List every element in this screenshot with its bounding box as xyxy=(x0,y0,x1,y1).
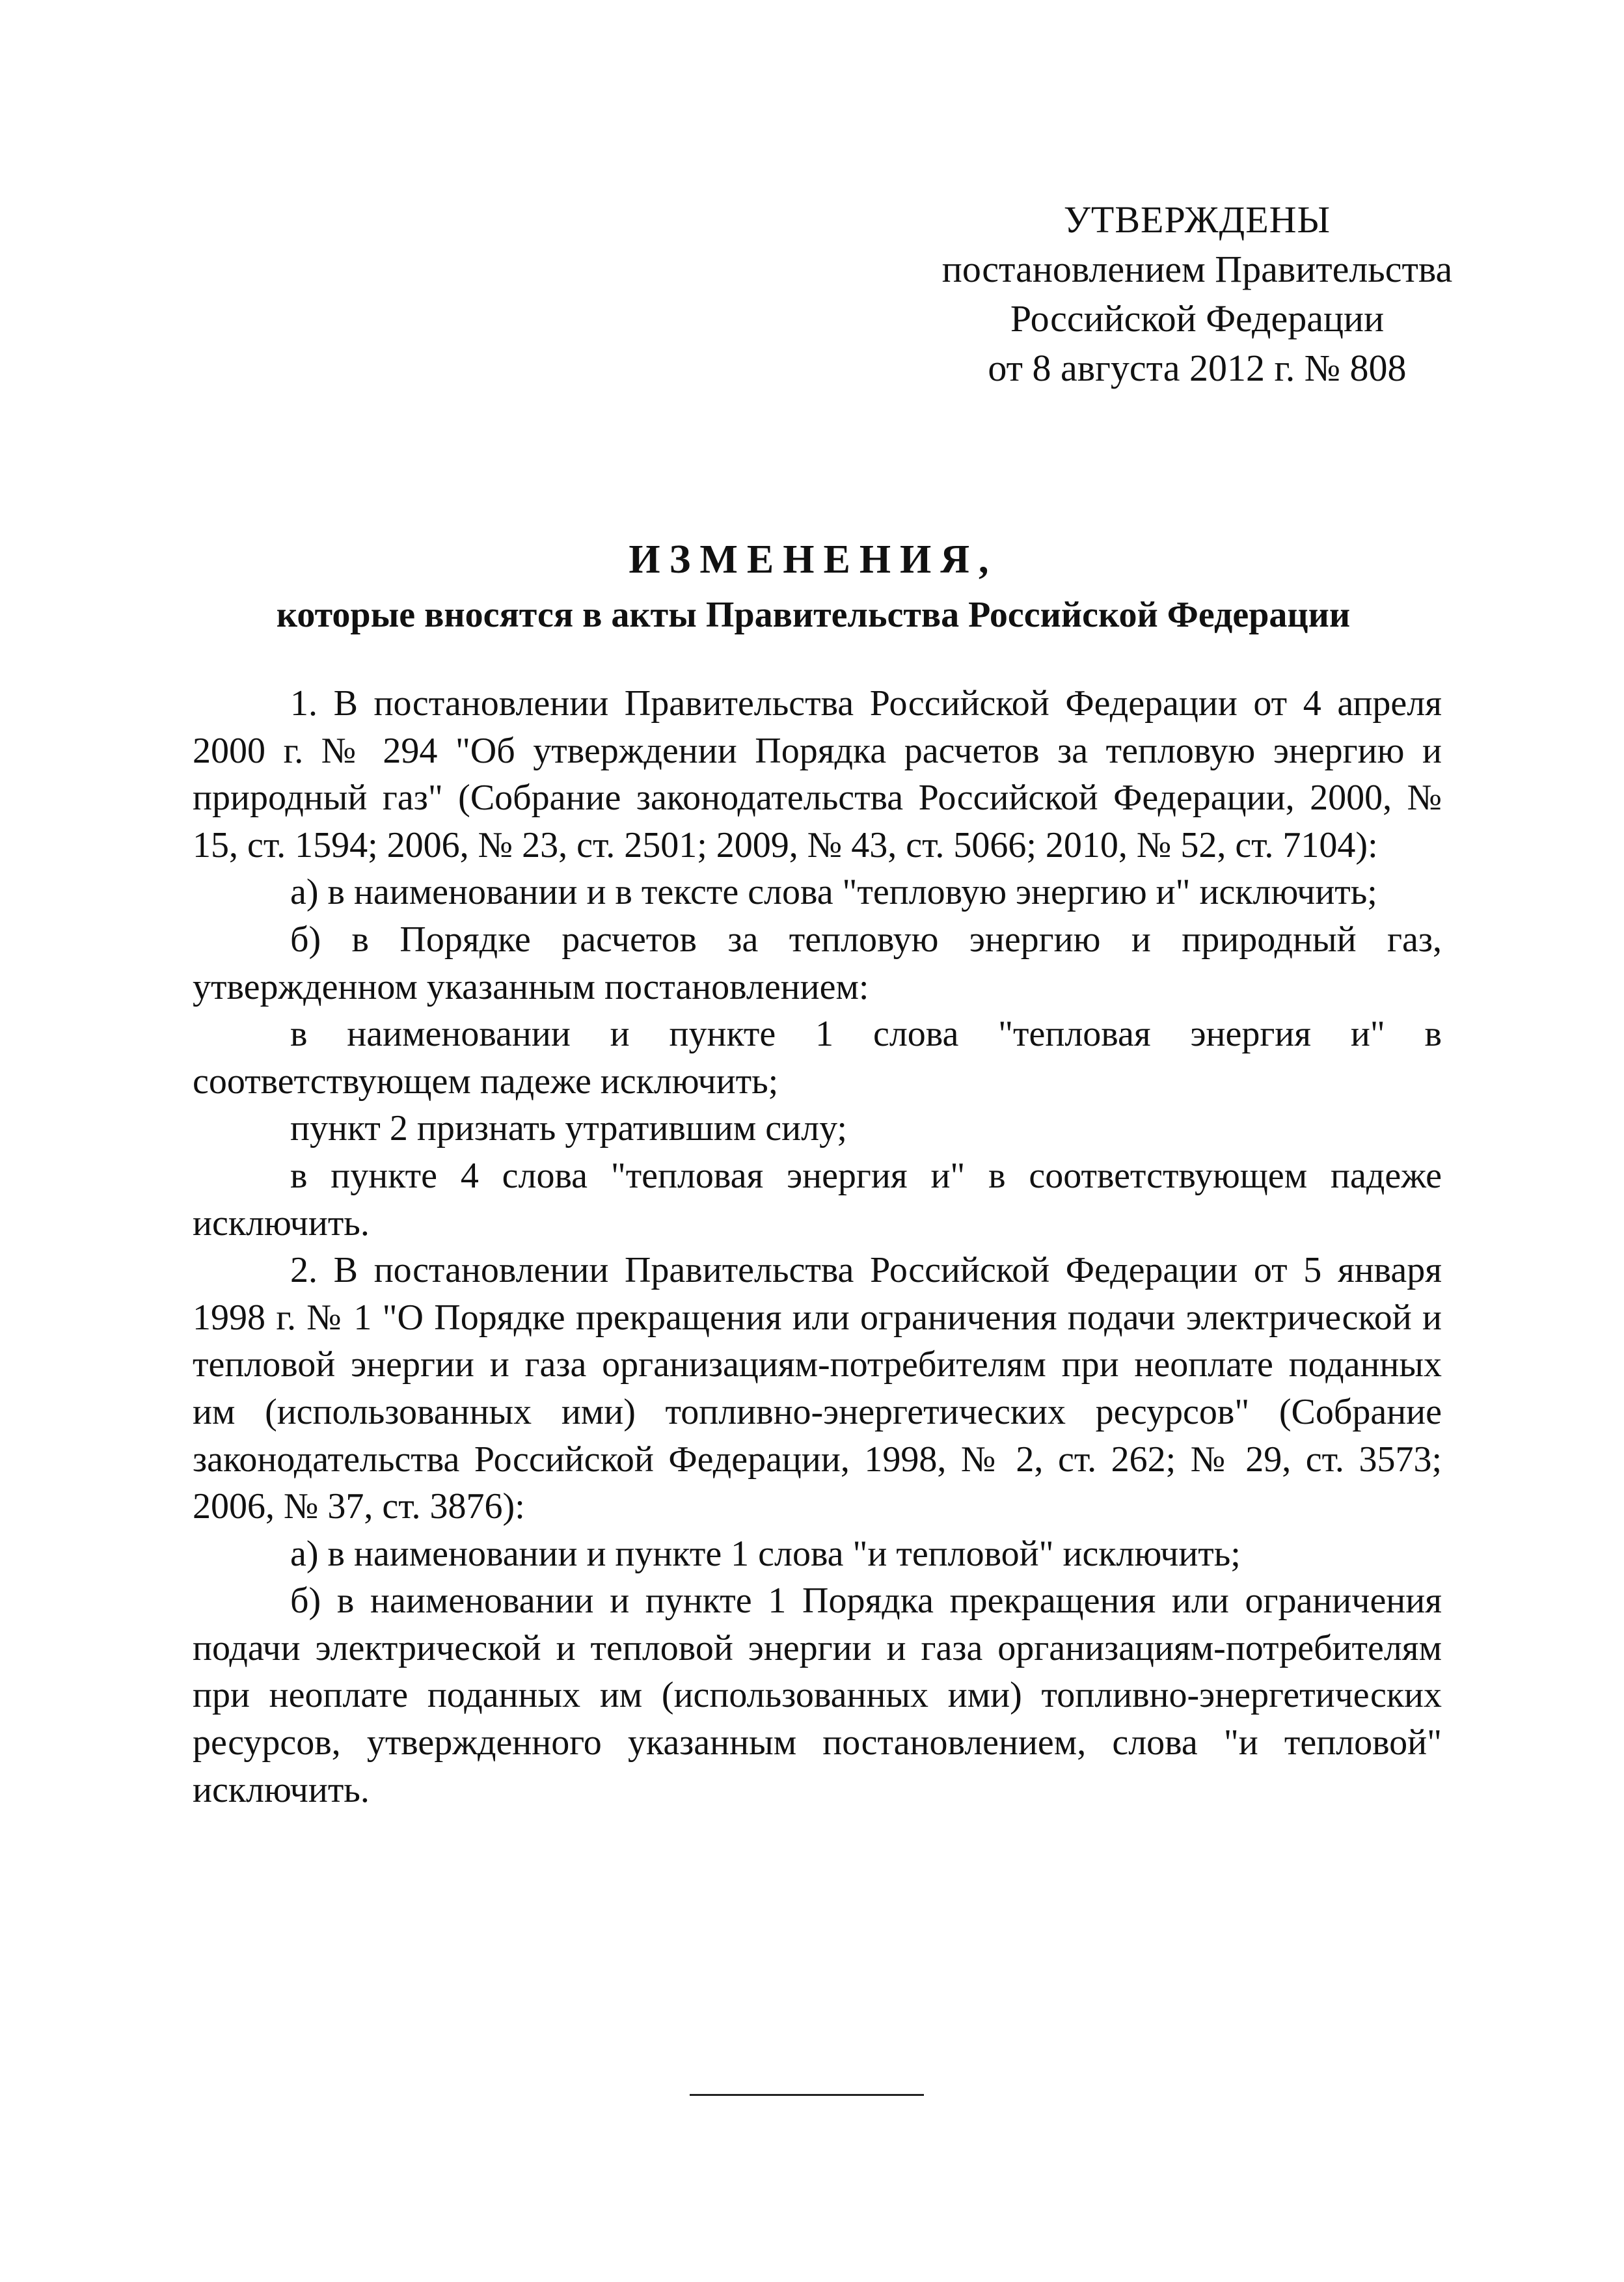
approval-line-2: Российской Федерации xyxy=(1010,297,1385,340)
paragraph-1b: б) в Порядке расчетов за тепловую энергию и природный газ, утвержденном указанным постановлением: xyxy=(193,919,1442,1007)
approval-line-3: от 8 августа 2012 г. № 808 xyxy=(988,347,1407,389)
paragraph-2a: а) в наименовании и пункте 1 слова "и тепловой" исключить; xyxy=(290,1533,1241,1574)
paragraph-2: 2. В постановлении Правительства Российской Федерации от 5 января 1998 г. № 1 "О Порядке прекращения или ограничения подачи электрической и тепловой энергии и газа организациям-потребителям при неоплате поданных им (использованных ими) топливно-энергетических ресурсов" (Собрание законодательства Российской Федерации, 1998, № 2, ст. 262; № 29, ст. 3573; 2006, № 37, ст. 3876): xyxy=(193,1250,1442,1527)
paragraph-1b-item-3: в пункте 4 слова "тепловая энергия и" в соответствующем падеже исключить. xyxy=(193,1155,1442,1243)
approval-line-1: постановлением Правительства xyxy=(941,248,1453,290)
title-subtitle: которые вносятся в акты Правительства Российской Федерации xyxy=(276,595,1351,635)
closing-divider xyxy=(690,2094,924,2096)
paragraph-2b: б) в наименовании и пункте 1 Порядка прекращения или ограничения подачи электрической и тепловой энергии и газа организациям-потребителям при неоплате поданных им (использованных ими) топливно-энергетических ресурсов, утвержденного указанным постановлением, слова "и тепловой" исключить. xyxy=(193,1581,1442,1810)
paragraph-1b-item-2: пункт 2 признать утратившим силу; xyxy=(290,1108,847,1149)
approval-block xyxy=(898,195,1496,393)
approval-title: УТВЕРЖДЕНЫ xyxy=(1063,198,1331,241)
document-body xyxy=(193,680,1442,1813)
document-title xyxy=(189,534,1438,640)
paragraph-1: 1. В постановлении Правительства Российской Федерации от 4 апреля 2000 г. № 294 "Об утверждении Порядка расчетов за тепловую энергию и природный газ" (Собрание законодательства Российской Федерации, 2000, № 15, ст. 1594; 2006, № 23, ст. 2501; 2009, № 43, ст. 5066; 2010, № 52, ст. 7104): xyxy=(193,683,1442,865)
title-main: ИЗМЕНЕНИЯ, xyxy=(629,537,998,582)
paragraph-1b-item-1: в наименовании и пункте 1 слова "тепловая энергия и" в соответствующем падеже исключить; xyxy=(193,1014,1442,1102)
paragraph-1a: а) в наименовании и в тексте слова "тепловую энергию и" исключить; xyxy=(290,872,1377,913)
